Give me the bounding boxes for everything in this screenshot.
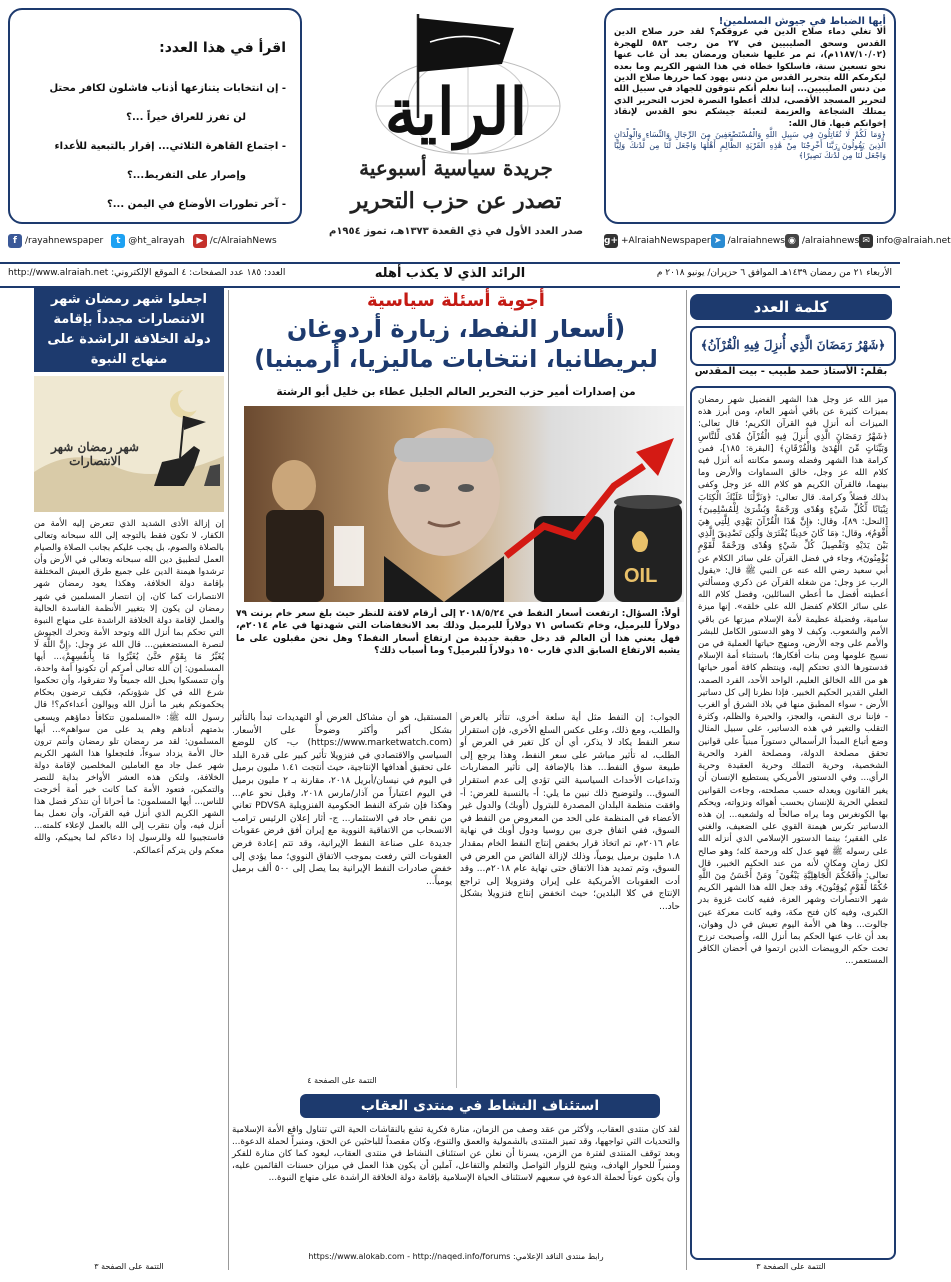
social-link[interactable] (193, 234, 277, 248)
masthead-publisher: تصدر عن حزب التحرير (350, 188, 562, 214)
social-link[interactable] (711, 234, 785, 248)
social-links-right (604, 230, 951, 252)
rss-icon: ◉ (785, 234, 799, 248)
article-kicker: أجوبة أسئلة سياسية (367, 290, 545, 311)
article-source: من إصدارات أمير حزب التحرير العالم الجليل عطاء بن خليل أبو الرشتة (276, 386, 636, 398)
toc-item: - إن انتخابات يتنازعها أذناب فاشلون لكافر محتل (49, 83, 286, 94)
forum-body: لقد كان منتدى العقاب، ولأكثر من عقد وصف من الزمان، منارة فكرية تشع بالنقاشات الحية التي تتناول واقع الأمة الإسلامية والتحديات التي تواجهها، وقد تميز المنتدى بالشمولية والعمق والتنوع، وكان مقصداً للباحثين عن الحق، ومنبراً لحملة الدعوة... وبعد توقف المنتدى لفترة من الزمن، يسرنا أن نعلن عن استئناف النشاط في منتدى العقاب، ليعود كما كان منارة للفكر ومنبراً للحوار الهادف، ويتيح للزوار التواصل والتعلم والتفاعل، آملين أن يكون هذا العمل في ميزان حسنات القائمين عليه، وأن يكون عوناً لحملة الدعوة في سعيهم لاستئناف الحياة الإسلامية بإقامة دولة الخلافة الراشدة على منهاج النبوة... (232, 1125, 680, 1183)
social-link-text: @ht_alrayah (128, 236, 185, 246)
social-link-text: /c/AlraiahNews (209, 236, 277, 246)
social-link[interactable] (111, 234, 185, 248)
social-link-text: /alraiahnews (727, 236, 785, 246)
ramadan-poster (34, 376, 224, 512)
youtube-icon: ▶ (193, 234, 207, 248)
photo-illustration (244, 406, 684, 602)
editorial-box-title: أيها الضباط في جيوش المسلمين! (718, 16, 886, 27)
editorial-continued: التتمة على الصفحة ٣ (756, 1262, 826, 1271)
social-link[interactable] (785, 234, 859, 248)
toc-list (24, 74, 286, 219)
left-column-body: إن إزالة الأذى الشديد الذي تتعرض إليه الأمة من الكفار، لا تكون فقط بالتوجه إلى الله سبحانه وتعالى بالصلاة والصوم، بل يجب عليكم بجانب الصلاة والصيام العمل لتطبيق دين الله سبحانه وتعالى في الأرض وأن ترشدوا هيمنة الدين على جميع طرق العيش المختلفة بإقامة دولة الخلافة، وهكذا يعود رمضان شهر الانتصارات كما كان، إن انتصار المسلمين في شهر رمضان لن يكون إلا بتغيير الأنظمة الفاسدة الحالية والعمل لإقامة دولة الخلافة الراشدة على منهاج النبوة التي تحكم بما أنزل الله وتوحد الأمة وتحرك الجيوش لنصرة المستضعفين... قال الله عز وجل: ﴿إِنَّ اللَّهَ لَا يُغَيِّرُ مَا بِقَوْمٍ حَتَّىٰ يُغَيِّرُوا مَا بِأَنفُسِهِمْ﴾... أيها المسلمون: إن الله تعالى أمركم أن تكونوا أمة واحدة، وأن تتمسكوا بحبل الله جميعاً ولا تتفرقوا، وأن تحكموا شرع الله في كل شؤونكم، فكيف ترضون بحكام يحكمونكم بغير ما أنزل الله ويوالون أعداءكم؟! قال رسول الله ﷺ: «المسلمون تتكافأ دماؤهم ويسعى بذمتهم أدناهم وهم يد على من سواهم»... أيها المسلمون: لقد مر رمضان تلو رمضان وأنتم ترون حال الأمة يزداد سوءاً، فلتجعلوا هذا الشهر الكريم شهر عمل جاد مع العاملين المخلصين لإقامة دولة الخلافة، ولتكن هذه العشر الأواخر بداية للنصر والتمكين، فتعود الأمة كما كانت خير أمة أخرجت للناس... أيها المسلمون: ما أحرانا أن نتذكر فضل هذا الشهر الكريم الذي أنزل فيه القرآن، وأن نعمل بما أنزل فيه، وأن نتقرب إلى الله بالعمل لإعلاء كلمته... فاستجيبوا لله وللرسول إذا دعاكم لما يحييكم، والله معكم ولن يتركم أعمالكم. (34, 519, 224, 856)
social-link[interactable] (859, 234, 950, 248)
toc-item: - اجتماع القاهرة الثلاثي... إقرار بالتبعية للأعداء (54, 141, 286, 152)
divider (228, 290, 229, 1270)
article-headline: (أسعار النفط، زيارة أردوغان لبريطانيا، انتخابات ماليزيا، أرمينيا) (254, 315, 658, 373)
social-link-text: +AlraiahNewspaper (621, 236, 711, 246)
editorial-box-text: ألا تغلي دماء صلاح الدين في عروقكم؟ لقد حرر صلاح الدين القدس وسحق الصليبيين في ٢٧ من رجب ٥٨٣ للهجرة (١١٨٧/١٠/٠٢م)، ثم مر عليها شعبان ورمضان بعد أن غاب عنها نحو تسعين سنة، فاسلكوا خطاه في هذا الشهر الكريم وما بعده ليكرمكم الله بتحرير القدس من دنس يهود كما حررها صلاح الدين من دنس الصليبيين... إننا نعلم أنكم تتوقون للجهاد في سبيل الله لتحرير المسجد الأقصى، لذلك أعطوا النصرة لحزب التحرير الذي يمتلك الشجاعة والعزيمة لتعبئة جيشكم نحو القدس لإنقاذ إخوانكم فيها. قال الله: (614, 27, 886, 129)
masthead-first-issue: صدر العدد الأول في ذي القعدة ١٣٧٣هـ، تموز ١٩٥٤م (328, 226, 584, 237)
forum-link[interactable]: رابط منتدى الناقد الإعلامي: https://www.alokab.com - http://naqed.info/forums (308, 1252, 604, 1261)
toc-item: وإصرار على التفريط...؟ (126, 170, 246, 181)
divider (456, 712, 457, 1088)
masthead-name: الراية (384, 75, 528, 150)
toc-item: - آخر تطورات الأوضاع في اليمن ...؟ (106, 199, 286, 210)
editorial-box-verse: ﴿وَمَا لَكُمْ لَا تُقَاتِلُونَ فِي سَبِيلِ اللَّهِ وَالْمُسْتَضْعَفِينَ مِنَ الرِّجَالِ وَالنِّسَاءِ وَالْوِلْدَانِ الَّذِينَ يَقُولُونَ رَبَّنَا أَخْرِجْنَا مِنْ هَٰذِهِ الْقَرْيَةِ الظَّالِمِ أَهْلُهَا وَاجْعَل لَّنَا مِن لَّدُنكَ وَلِيًّا وَاجْعَل لَّنَا مِن لَّدُنكَ نَصِيرًا﴾ (614, 130, 886, 161)
oil-politics-photo (244, 406, 684, 602)
editorial-article-title: ﴿شَهْرُ رَمَضَانَ الَّذِي أُنزِلَ فِيهِ الْقُرْآنُ﴾ (690, 326, 896, 366)
toc-item: لن تفرز للعراق خيراً ...؟ (126, 112, 246, 123)
motto: الرائد الذي لا يكذب أهله (374, 266, 526, 281)
masthead-subtitle: جريدة سياسية أسبوعية (359, 156, 553, 180)
twitter-icon: t (111, 234, 125, 248)
answer-continued: التتمة على الصفحة ٤ (307, 1076, 377, 1085)
editorial-frame (690, 386, 896, 1260)
answer-column-left: المستقبل، هو أن مشاكل العرض أو التهديدات تبدأ بالتأثير بشكل أكبر وأكثر وضوحاً على الأسعار. (https://www.marketwatch.com) ب- كان للوضع السياسي والاقتصادي في فنزويلا تأثير كبير على قدرة البلد على تحقيق أهدافها الإنتاجية، حيث أنتجت ١.٤١ مليون برميل في اليوم في نيسان/أبريل ٢٠١٨، مقارنة بـ ٢ مليون برميل في اليوم اعتباراً من آذار/مارس ٢٠١٨، وقبل نحو عام... وهكذا فإن شركة النفط الحكومية الفنزويلية PDVSA تعاني من نقص حاد في الاستثمار... ج- أثار إعلان الرئيس ترامب الانسحاب من الاتفاقية النووية مع إيران أفق فرض عقوبات جديدة على صناعة النفط الإيرانية، وقد تتم إعادة فرض العقوبات التي رفعت بموجب الاتفاق النووي؛ مما يؤدي إلى خفض صادرات النفط الإيرانية بما يصل إلى ٥٠٠ ألف برميل يومياً... (232, 713, 452, 887)
divider (686, 290, 687, 1270)
info-bar (0, 262, 900, 288)
masthead (318, 8, 594, 252)
social-link[interactable] (604, 234, 711, 248)
poster-caption: شهر رمضان شهر الانتصارات (51, 440, 139, 468)
issue-date: الأربعاء ٢١ من رمضان ١٤٣٩هـ الموافق ٦ حزيران/ يونيو ٢٠١٨ م (656, 268, 892, 278)
barrel-oil-label: OIL (624, 565, 658, 587)
mail-icon: ✉ (859, 234, 873, 248)
social-links-left (8, 230, 308, 252)
telegram-icon: ➤ (711, 234, 725, 248)
editorial-body: ميز الله عز وجل هذا الشهر الفضيل شهر رمضان بميزات كثيرة عن باقي أشهر العام، ومن أبرز هذه الميزات أنه أنزل فيه القرآن الكريم؛ قال تعالى: ﴿شَهْرُ رَمَضَانَ الَّذِي أُنزِلَ فِيهِ الْقُرْآنُ هُدًى لِّلنَّاسِ وَبَيِّنَاتٍ مِّنَ الْهُدَىٰ وَالْفُرْقَانِ﴾ [البقرة: ١٨٥]، فمن كرامة هذا الشهر وفضله وسمو مكانته أنه أنزل فيه كلام الله عز وجل، خالق السماوات والأرض وما بينهما، فالقرآن الكريم هو كلام الله عز وجل وكفى بذلك فضلاً وكرامة. قال تعالى: ﴿وَنَزَّلْنَا عَلَيْكَ الْكِتَابَ تِبْيَانًا لِّكُلِّ شَيْءٍ وَهُدًى وَرَحْمَةً وَبُشْرَىٰ لِلْمُسْلِمِينَ﴾ [النحل: ٨٩]، وقال: ﴿إِنَّ هَٰذَا الْقُرْآنَ يَهْدِي لِلَّتِي هِيَ أَقْوَمُ﴾، وقال: ﴿مَا كَانَ حَدِيثًا يُفْتَرَىٰ وَلَٰكِن تَصْدِيقَ الَّذِي بَيْنَ يَدَيْهِ وَتَفْصِيلَ كُلِّ شَيْءٍ وَهُدًى وَرَحْمَةً لِّقَوْمٍ يُؤْمِنُونَ﴾، وجاء في فضل القرآن على سائر الكلام عن أبي سعيد رضي الله عنه عن النبي ﷺ قال: «يقول الرب عز وجل: من شغله القرآن عن ذكري ومسألتي أعطيته أفضل ما أعطي السائلين، وفضل كلام الله على سائر الكلام كفضل الله على خلقه». إنها ميزة سامية، وفضيلة عظيمة لأمة الإسلام ميزتها عن باقي الأمم والشعوب. وكيف لا وهو الدستور الكامل للبشر والأمم على وجه الأرض، ومنهج حياتها العملية في من نسيج علومها ومن بنات أفكارها؛ باستثناء أمة الإسلام فدستورها الذي تحتكم إليه، وينتظم كافة أمور حياتها هو من الله الخالق العليم، الواحد الأحد، الفرد الصمد، العلي القدير الحكيم الخبير. فإذا نظرنا إلى كل دساتير الأرض - سواء المطبق منها في بلاد الشرق أو الغرب - فإننا نرى النقص، والعجز، والحيرة والظلم، وكثرة التقلب والتغير في هذه الدساتير، على سبيل المثال وضع أتباع المبدأ الرأسمالي دستوراً مبنياً على قوانين تحقق مصلحة الدولة، ومصلحة الفرد والحرية الشخصية، وحرية التملك وحرية العقيدة وحرية الرأي... وفي الدستور الأمريكي يستطيع الإنسان أن يغير القانون ويعدله حسب مصلحته، وجاءت القوانين لتعطي الحرية للإنسان بحسب أهوائه ونزواته، ويحكم بها الكونغرس وما يراه صالحاً له ولشعبه... إن هذه الدساتير تكرس هيمنة القوي على الضعيف، والغني على الفقير؛ بينما الدستور الإسلامي الذي أنزله الله على رسوله ﷺ فهو عدل كله ورحمة كله؛ وهو صالح لكل زمان ومكان لأنه من عند الحكيم الخبير، قال تعالى: ﴿أَفَحُكْمَ الْجَاهِلِيَّةِ يَبْغُونَ ۚ وَمَنْ أَحْسَنُ مِنَ اللَّهِ حُكْمًا لِّقَوْمٍ يُوقِنُونَ﴾. وقد جعل الله هذا الشهر الكريم شهر الانتصارات وشهر العزة، ففيه كانت غزوة بدر الكبرى، وفيه كان فتح مكة، وفيه كانت معركة عين جالوت... وها هي الأمة اليوم تعيش في ذل وهوان، بعد أن غاب عنها الحكم بما أنزل الله، وأصبحت ترزح تحت حكم الرويبضات الذين ارتموا في أحضان الكافر المستعمر... (698, 395, 889, 967)
facebook-icon: f (8, 234, 22, 248)
section-title-editorial: كلمة العدد (690, 294, 892, 320)
google-plus-icon: g+ (604, 236, 618, 246)
social-link-text: /alraiahnews (801, 236, 860, 246)
forum-title: استئناف النشاط في منتدى العقاب (300, 1094, 660, 1118)
toc-title: اقرأ في هذا العدد: (159, 40, 286, 56)
editorial-author: بقلم: الأستاذ حمد طبيب - بيت المقدس (694, 366, 888, 377)
editorial-box (604, 8, 896, 224)
question-text: أولاً: السؤال: ارتفعت أسعار النفط في ٢٠١٨/٥/٢٤ إلى أرقام لافتة للنظر حيث بلغ سعر خام برنت ٧٩ دولاراً للبرميل، وخام تكساس ٧١ دولاراً للبرميل وذلك بعد الانخفاضات التي شهدتها في عام ٢٠١٤م، فهل يعني هذا أن العالم قد دخل حقبة جديدة من ارتفاع أسعار النفط؟ وهل نحن مقبلون على ما يشبه الارتفاع السابق الذي قارب ١٥٠ دولاراً للبرميل؟ وما أسباب ذلك؟ (236, 609, 680, 657)
social-link-text: /rayahnewspaper (25, 236, 104, 246)
issue-info: العدد: ١٨٥ عدد الصفحات: ٤ الموقع الإلكتروني: http://www.alraiah.net (8, 268, 286, 278)
ramadan-banner: اجعلوا شهر رمضان شهر الانتصارات مجدداً بإقامة دولة الخلافة الراشدة على منهاج النبوة (34, 288, 224, 372)
social-link[interactable] (8, 234, 103, 248)
toc-box (8, 8, 302, 224)
left-column-signature: التتمة على الصفحة ٣ (94, 1262, 164, 1271)
social-link-text: info@alraiah.net (876, 236, 951, 246)
answer-column-right: الجواب: إن النفط مثل أية سلعة أخرى، تتأثر بالعرض والطلب، ومع ذلك، وعلى عكس السلع الأخرى، فإن استقرار سعر النفط يكاد لا يذكر، أي أن كل تغير في العرض أو الطلب، له تأثير مباشر على سعر النفط، وهذا يرجع إلى طبيعة سوق النفط... هذا بالإضافة إلى تأثير المضاربات وتداعيات الأحداث السياسية التي تؤدي إلى عدم استقرار السوق... ولتوضيح ذلك نبين ما يلي: أ- بالنسبة للعرض: أ- وافقت منظمة البلدان المصدرة للبترول (أوبك) والدول غير الأعضاء في المنظمة على الحد من المعروض من النفط في السوق، ففي اتفاق جرى بين روسيا ودول أوبك في نهاية عام ٢٠١٦م، تم اتخاذ قرار بخفض إنتاج النفط الخام بمقدار ١.٨ مليون برميل يومياً، وذلك لإزالة الفائض من العرض في السوق، وتم تمديد هذا الاتفاق حتى نهاية عام ٢٠١٨م... وقد أدت العقوبات الأمريكية على إيران وفنزويلا إلى تراجع الإنتاج في كلا البلدين؛ حيث انخفض إنتاج فنزويلا بشكل حاد... (460, 713, 680, 912)
